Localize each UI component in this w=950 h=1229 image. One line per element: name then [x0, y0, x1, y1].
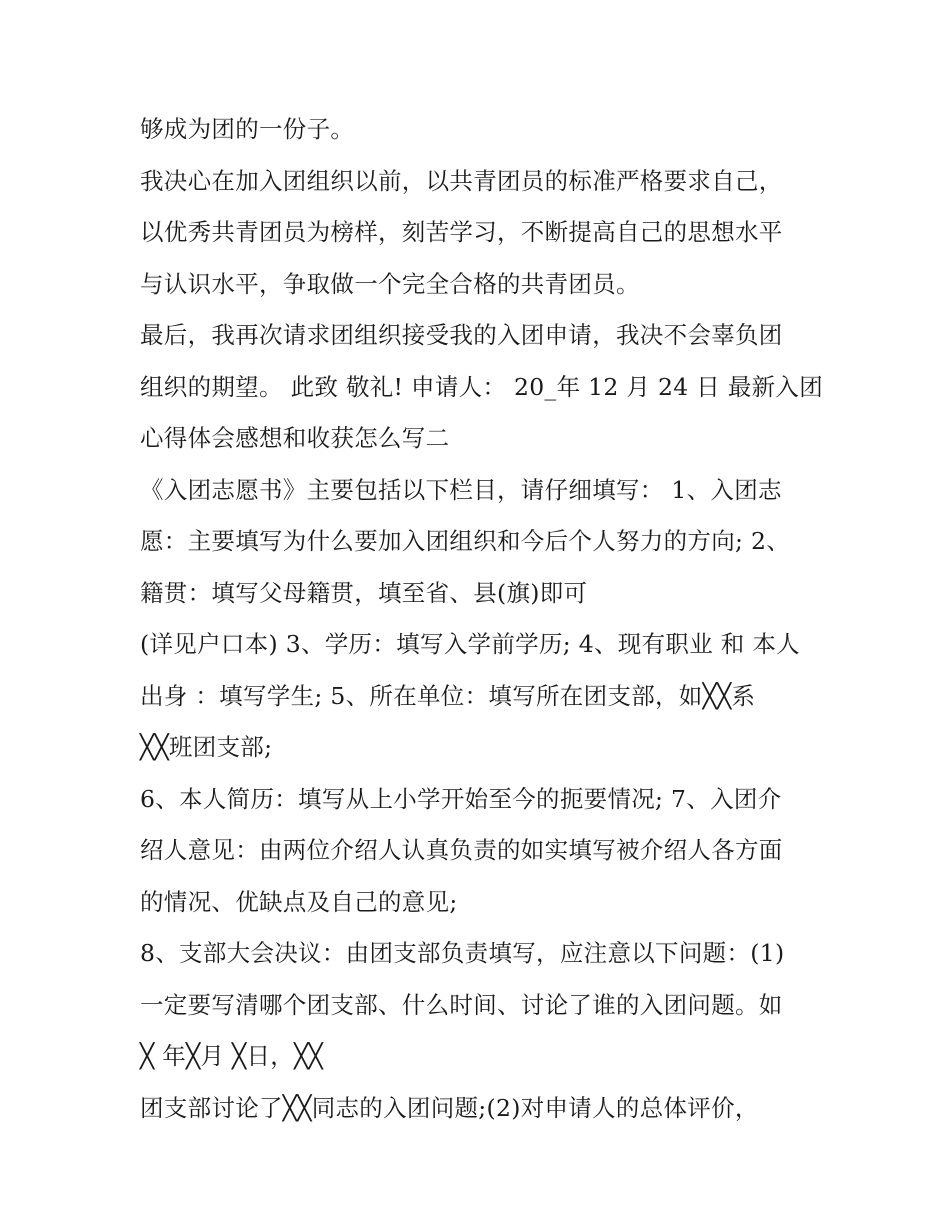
text-line: 心得体会感想和收获怎么写二 — [140, 424, 450, 452]
text-line: (详见户口本) 3、学历：填写入学前学历; 4、现有职业 和 本人 — [140, 630, 800, 658]
text-line: 够成为团的一份子。 — [140, 115, 355, 143]
text-line: ╳╳班团支部; — [140, 733, 273, 761]
text-line: 6、本人简历：填写从上小学开始至今的扼要情况; 7、入团介 — [140, 784, 782, 813]
text-line: 组织的期望。 此致 敬礼! 申请人： 20_年 12 月 24 日 最新入团 — [140, 372, 824, 401]
document-body — [140, 104, 824, 1134]
text-line: 绍人意见：由两位介绍人认真负责的如实填写被介绍人各方面 — [140, 836, 783, 864]
text-line: 出身 ：填写学生; 5、所在单位：填写所在团支部，如╳╳系 — [140, 681, 756, 710]
text-line: 以优秀共青团员为榜样，刻苦学习，不断提高自己的思想水平 — [140, 218, 783, 246]
text-line: 8、支部大会决议：由团支部负责填写，应注意以下问题：(1) — [140, 939, 785, 967]
text-line: 与认识水平，争取做一个完全合格的共青团员。 — [140, 269, 640, 298]
text-line: 最后，我再次请求团组织接受我的入团申请，我决不会辜负团 — [140, 321, 783, 349]
text-line: 我决心在加入团组织以前，以共青团员的标准严格要求自己， — [140, 166, 783, 195]
text-line: 团支部讨论了╳╳同志的入团问题;(2)对申请人的总体评价， — [140, 1093, 759, 1122]
text-line: ╳ 年╳月 ╳日，╳╳ — [140, 1042, 323, 1070]
text-line: 的情况、优缺点及自己的意见; — [140, 887, 458, 916]
text-line: 愿：主要填写为什么要加入团组织和今后个人努力的方向; 2、 — [140, 527, 791, 555]
text-line: 籍贯：填写父母籍贯，填至省、县(旗)即可 — [140, 578, 588, 607]
text-line: 一定要写清哪个团支部、什么时间、讨论了谁的入团问题。如 — [140, 990, 783, 1019]
text-line: 《入团志愿书》主要包括以下栏目，请仔细填写： 1、入团志 — [140, 475, 782, 504]
